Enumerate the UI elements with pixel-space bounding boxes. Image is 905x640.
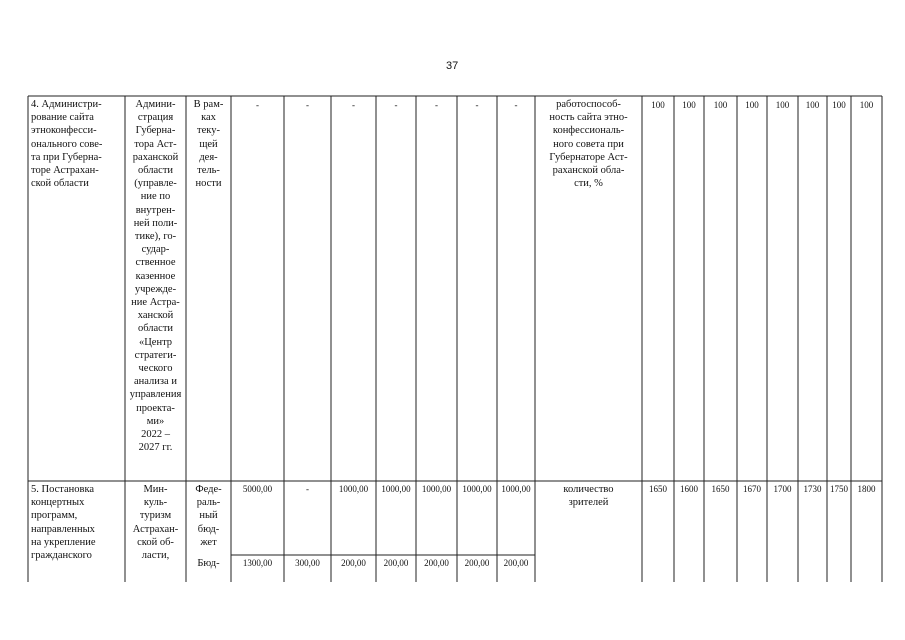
cell-text-line: ный [199,510,218,522]
row4-funding-source [186,98,231,190]
row5-target: 1650 [649,484,667,494]
cell-text-line: торе Астрахан- [31,165,99,177]
row5-amount-federal: 1000,00 [462,484,492,494]
row4-target: 100 [859,100,874,110]
row5-amount-budget: 200,00 [383,558,409,568]
cell-text-line: В рам- [193,99,224,110]
cell-text-line: ние Астра- [131,297,180,309]
row4-target: 100 [651,100,665,110]
cell-text-line: проекта- [136,402,175,414]
cell-text-line: управления [129,389,182,401]
cell-text-line: ность сайта этно- [549,112,628,124]
row5-executor [125,483,186,562]
row5-target: 1730 [803,484,822,494]
cell-text-line: на укрепление [31,536,96,548]
cell-text-line: ской об- [137,536,174,548]
row4-target: 100 [745,100,759,110]
cell-text-line: зрителей [568,497,609,509]
cell-text-line: ласти, [141,550,170,562]
row5-amount-federal: 1000,00 [381,484,411,494]
cell-text-line: страция [137,112,174,124]
row5-indicator [535,483,642,509]
cell-text-line: концертных [31,497,85,509]
row5-amount-budget: 200,00 [341,558,366,568]
cell-text-line: «Центр [138,336,173,348]
row4-executor [125,98,186,454]
cell-text-line: раханской [132,151,179,163]
cell-text-line: Феде- [195,484,222,495]
row5-target: 1750 [830,484,848,494]
cell-text-line: раль- [196,497,221,509]
cell-text-line: Админи- [135,99,176,110]
cell-text-line: ской области [31,178,89,190]
row4-amount: - [475,100,479,110]
row5-amount-federal: - [306,484,309,494]
cell-text-line: ного совета при [553,138,624,150]
cell-text-line: ческого [138,363,173,375]
row5-funding-source-federal [186,483,231,549]
row5-target: 1800 [857,484,876,494]
cell-text-line: этноконфесси- [31,125,97,137]
cell-text-line: (управле- [134,178,177,190]
row4-target: 100 [832,100,846,110]
cell-text-line: та при Губерна- [31,151,102,163]
row4-target: 100 [775,100,790,110]
cell-text-line: тора Аст- [134,138,177,150]
row4-target: 100 [713,100,728,110]
cell-text-line: программ, [31,510,78,522]
row5-amount-budget: 1300,00 [242,558,273,568]
row5-amount-federal: 1000,00 [501,484,531,494]
cell-text-line: ми» [146,415,165,427]
cell-text-line: онального сове- [31,138,103,150]
cell-text-line: туризм [139,510,172,522]
cell-text-line: ней поли- [133,217,178,229]
row4-amount: - [352,100,355,110]
row4-target: 100 [682,100,696,110]
row4-amount: - [256,100,259,110]
page-number: 37 [446,60,459,72]
cell-text-line: ности [195,178,222,190]
row5-amount-budget: 300,00 [295,558,320,568]
cell-text-line: 4. Администри- [31,99,102,110]
cell-text-line: Губерна- [135,125,176,137]
cell-text-line: ние по [140,191,171,203]
cell-text-line: дея- [199,151,218,163]
row4-event-name [31,98,122,190]
row4-amount: - [306,100,309,110]
cell-text-line: раханской обла- [552,165,625,177]
cell-text-line: работоспособ- [556,99,621,110]
row4-indicator [535,98,642,190]
cell-text-line: области [137,323,174,335]
cell-text-line: тике), го- [134,231,177,243]
cell-text-line: гражданского [31,550,92,562]
cell-text-line: ханской [137,310,174,322]
row4-target: 100 [805,100,820,110]
cell-text-line: Губернаторе Аст- [549,151,628,163]
row5-target: 1650 [711,484,730,494]
cell-text-line: теку- [197,125,220,137]
cell-text-line: 2027 гг. [138,442,173,454]
cell-text-line: щей [199,138,218,150]
row5-funding-source-budget [186,557,231,570]
cell-text-line: анализа и [134,376,177,388]
row5-target: 1600 [680,484,698,494]
cell-text-line: конфессиональ- [552,125,625,137]
cell-text-line: жет [200,536,217,548]
row5-target: 1670 [743,484,761,494]
row5-target: 1700 [773,484,792,494]
row5-amount-federal: 5000,00 [242,484,273,494]
cell-text-line: внутрен- [135,204,176,216]
row5-amount-budget: 200,00 [424,558,449,568]
row5-amount-federal: 1000,00 [421,484,452,494]
cell-text-line: 2022 – [141,429,170,441]
cell-text-line: стратеги- [134,349,177,361]
cell-text-line: количество [563,484,614,495]
cell-text-line: направленных [31,523,95,535]
cell-text-line: 5. Постановка [31,484,95,495]
cell-text-line: судар- [141,244,170,256]
row4-amount: - [514,100,518,110]
cell-text-line: бюд- [197,523,220,535]
row5-amount-budget: 200,00 [503,558,529,568]
row5-amount-budget: 200,00 [464,558,490,568]
cell-text-line: области [137,165,174,177]
cell-text-line: сти, % [574,178,603,190]
row4-amount: - [435,100,438,110]
row5-amount-federal: 1000,00 [338,484,369,494]
cell-text-line: ках [201,112,216,124]
cell-text-line: тель- [197,165,220,177]
cell-text-line: рование сайта [31,112,94,124]
cell-text-line: Астрахан- [132,523,179,535]
row5-event-name [31,483,122,562]
cell-text-line: куль- [143,497,168,509]
cell-text-line: Бюд- [197,558,220,569]
cell-text-line: Мин- [143,484,168,495]
cell-text-line: учрежде- [134,283,177,295]
cell-text-line: ственное [135,257,176,269]
row4-amount: - [394,100,398,110]
cell-text-line: казенное [135,270,176,282]
